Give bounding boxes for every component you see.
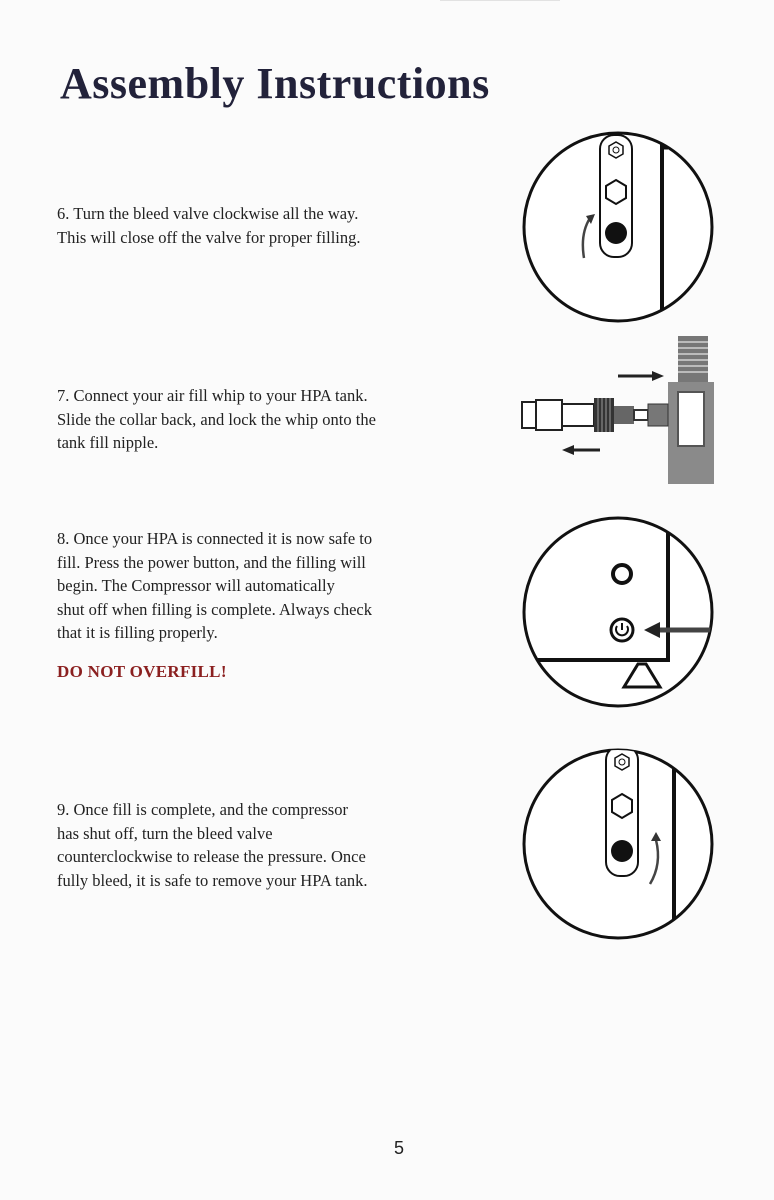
page-number: 5 <box>394 1138 405 1158</box>
fill-whip-connection-icon <box>518 332 714 484</box>
step-9-line: fully bleed, it is safe to remove your HPA tank. <box>57 870 368 890</box>
power-button-icon <box>520 512 720 712</box>
step-9-line: has shut off, turn the bleed valve <box>57 823 273 843</box>
overfill-warning: DO NOT OVERFILL! <box>57 662 227 681</box>
step-9-text <box>57 798 417 892</box>
step-6-line: This will close off the valve for proper filling. <box>57 227 361 247</box>
page-title: Assembly Instructions <box>60 59 490 108</box>
step-7-text <box>57 384 417 455</box>
step-8-line: shut off when filling is complete. Always check <box>57 599 372 619</box>
step-8-line: that it is filling properly. <box>57 623 218 642</box>
step-7-line: tank fill nipple. <box>57 433 159 452</box>
step-8-line: begin. The Compressor will automatically <box>57 576 335 595</box>
top-edge-rule <box>440 0 560 1</box>
step-9-line: 9. Once fill is complete, and the compressor <box>57 800 348 819</box>
step-9-line: counterclockwise to release the pressure. Once <box>57 847 366 866</box>
step-7-line: 7. Connect your air fill whip to your HPA tank. <box>57 386 368 405</box>
step-8-text <box>57 527 417 645</box>
bleed-valve-counterclockwise-icon <box>520 744 720 944</box>
bleed-valve-clockwise-icon <box>520 130 720 325</box>
step-8-line: fill. Press the power button, and the filling will <box>57 552 366 572</box>
step-8-line: 8. Once your HPA is connected it is now safe to <box>57 529 373 548</box>
step-6-text <box>57 202 417 249</box>
step-7-line: Slide the collar back, and lock the whip onto the <box>57 409 376 429</box>
step-6-line: 6. Turn the bleed valve clockwise all the way. <box>57 204 359 223</box>
